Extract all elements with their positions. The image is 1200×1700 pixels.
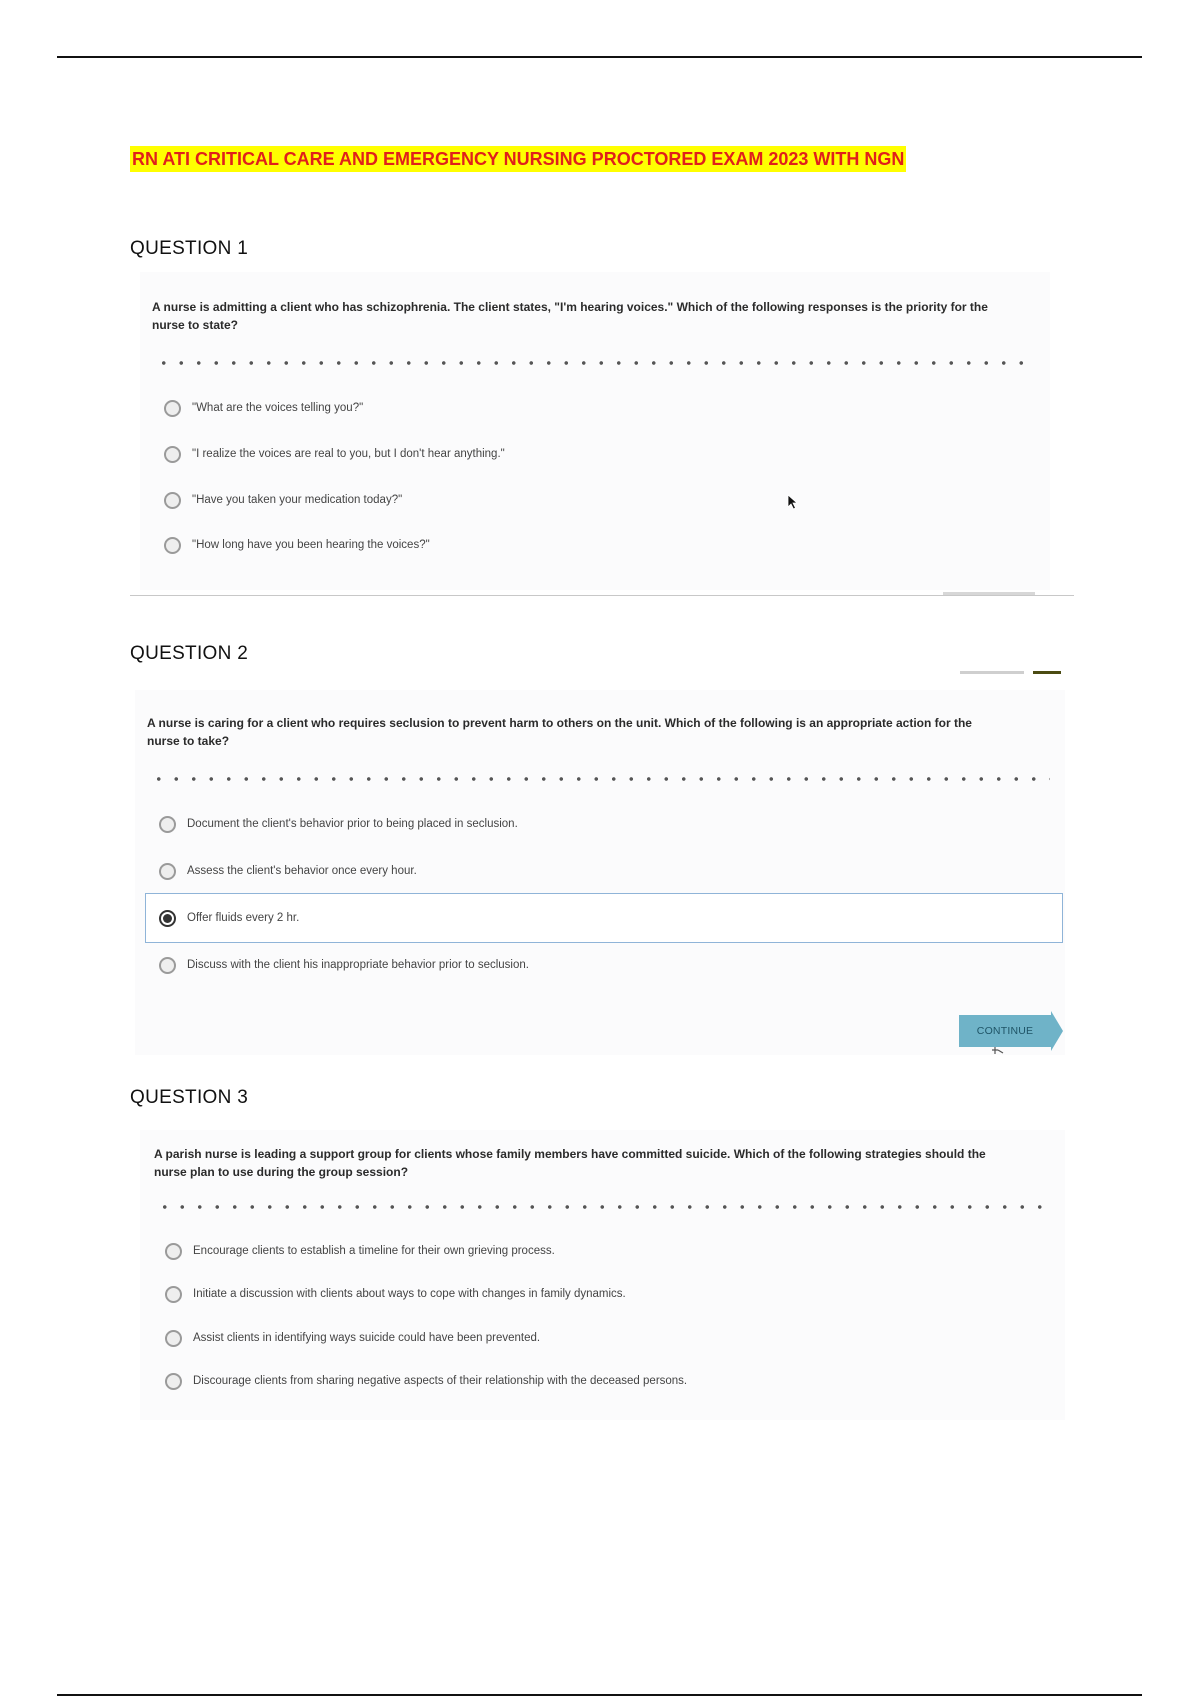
question-1-stem-line-2: nurse to state? [152,318,239,332]
question-1-stem [152,298,1042,334]
radio-button[interactable] [164,492,181,509]
question-2-option-1[interactable] [159,811,518,837]
question-3-option-3[interactable] [165,1325,540,1351]
question-1-option-1[interactable] [164,395,363,421]
radio-button[interactable] [165,1373,182,1390]
radio-button[interactable] [165,1330,182,1347]
question-1-option-3[interactable] [164,487,402,513]
option-label: "Have you taken your medication today?" [192,494,403,506]
question-3-option-2[interactable] [165,1281,626,1307]
option-label: "How long have you been hearing the voices?" [192,539,430,551]
progress-bar-track [960,671,1024,674]
page-top-rule [57,56,1142,58]
question-3-option-1[interactable] [165,1238,555,1264]
question-2-option-3[interactable] [159,905,299,931]
option-label: Assess the client's behavior once every hour. [187,865,417,877]
option-label: Initiate a discussion with clients about ways to cope with changes in family dynamics. [193,1288,626,1300]
question-3-option-4[interactable] [165,1368,687,1394]
question-1-stem-line-1: A nurse is admitting a client who has schizophrenia. The client states, "I'm hearing voices." Which of the following responses is the priority for the [152,300,988,314]
question-2-stem-line-2: nurse to take? [147,734,230,748]
radio-button-selected[interactable] [159,910,176,927]
question-3-heading: QUESTION 3 [130,1087,249,1108]
document-title: RN ATI CRITICAL CARE AND EMERGENCY NURSING PROCTORED EXAM 2023 WITH NGN [130,146,906,172]
option-label: Encourage clients to establish a timeline for their own grieving process. [193,1245,555,1257]
radio-button[interactable] [159,957,176,974]
page-bottom-rule [57,1694,1142,1696]
question-2-heading: QUESTION 2 [130,643,249,664]
option-label: Discuss with the client his inappropriate behavior prior to seclusion. [187,959,529,971]
question-2-option-4[interactable] [159,952,529,978]
question-1-panel [140,272,1050,590]
radio-button[interactable] [165,1243,182,1260]
question-1-option-4[interactable] [164,532,430,558]
question-2-dotted-separator [150,777,1050,781]
question-3-panel [140,1130,1065,1420]
scroll-indicator [943,592,1035,595]
question-1-divider [130,595,1074,596]
continue-button-label: CONTINUE [976,1025,1034,1037]
option-label: Discourage clients from sharing negative aspects of their relationship with the deceased persons. [193,1375,688,1387]
question-2-option-2[interactable] [159,858,417,884]
progress-bar-fill [1033,671,1061,674]
question-3-stem [154,1145,1059,1181]
radio-button[interactable] [159,816,176,833]
question-2-stem-line-1: A nurse is caring for a client who requires seclusion to prevent harm to others on the unit. Which of the following is an appropriate action for the [147,716,972,730]
radio-button[interactable] [159,863,176,880]
option-label: Offer fluids every 2 hr. [187,912,300,924]
question-3-stem-line-2: nurse plan to use during the group session? [154,1165,409,1179]
question-1-option-2[interactable] [164,441,505,467]
question-1-dotted-separator [155,361,1035,365]
question-3-dotted-separator [156,1205,1048,1209]
question-3-stem-line-1: A parish nurse is leading a support group for clients whose family members have committed suicide. Which of the following strategies should the [154,1147,986,1161]
radio-button[interactable] [164,446,181,463]
radio-button[interactable] [165,1286,182,1303]
option-label: "I realize the voices are real to you, but I don't hear anything." [192,448,505,460]
option-label: "What are the voices telling you?" [192,402,364,414]
question-1-heading: QUESTION 1 [130,238,249,259]
continue-button[interactable] [959,1011,1061,1051]
question-2-panel [135,690,1065,1055]
continue-arrow-icon [1051,1011,1063,1051]
mouse-pointer-icon [787,494,799,510]
radio-button[interactable] [164,400,181,417]
option-label: Document the client's behavior prior to being placed in seclusion. [187,818,518,830]
option-label: Assist clients in identifying ways suicide could have been prevented. [193,1332,541,1344]
question-2-stem [147,714,1057,750]
hand-pointer-icon [990,1044,1006,1056]
radio-button[interactable] [164,537,181,554]
